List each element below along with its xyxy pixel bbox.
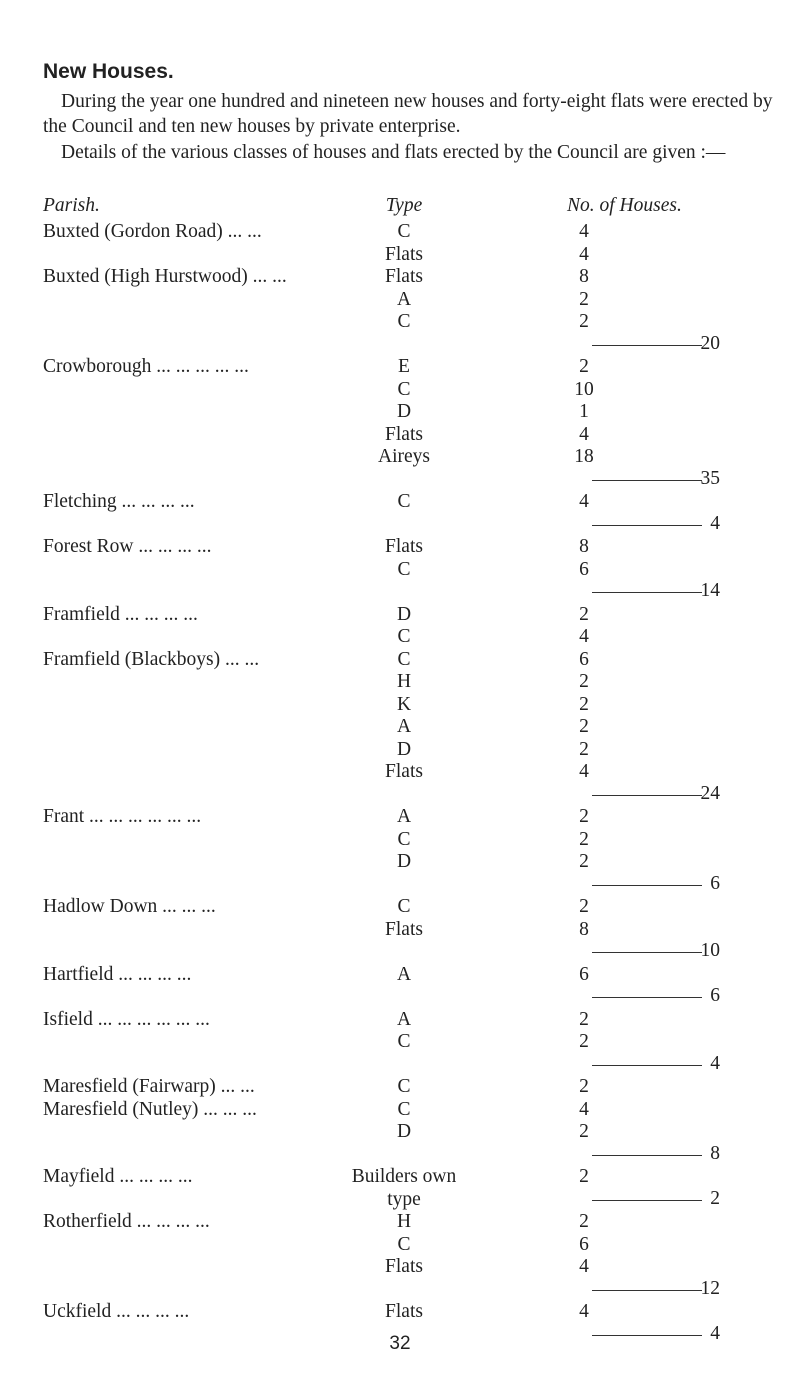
table-row (0, 1166, 800, 1188)
house-count: 2 (579, 288, 589, 310)
house-type: Flats (385, 243, 423, 265)
house-count: 8 (579, 266, 589, 287)
table-row (0, 446, 800, 468)
table-row (0, 536, 800, 558)
house-type: C (397, 1233, 411, 1255)
subtotal-rule (592, 1155, 702, 1156)
house-count: 2 (579, 738, 589, 760)
subtotal-value: 10 (700, 940, 720, 961)
subtotal-rule (592, 1290, 702, 1291)
parish-name: Framfield ... ... ... ... (43, 603, 198, 625)
house-type: Flats (385, 266, 423, 287)
house-type: C (397, 626, 411, 647)
house-type: D (396, 603, 412, 625)
table-row (0, 626, 800, 648)
page-title: New Houses. (43, 60, 174, 83)
house-type: Flats (385, 1301, 423, 1322)
subtotal-rule (592, 1335, 702, 1336)
subtotal-value: 4 (710, 512, 720, 534)
house-count: 4 (579, 761, 589, 782)
table-row (0, 379, 800, 401)
house-type: Builders own (351, 1166, 457, 1187)
parish-name: Hadlow Down ... ... ... (43, 896, 216, 917)
column-header-type: Type (385, 195, 423, 216)
subtotal-rule (592, 1200, 702, 1201)
subtotal-value: 4 (710, 1322, 720, 1344)
house-count: 2 (579, 896, 589, 917)
house-count: 10 (574, 378, 594, 400)
parish-name: Uckfield ... ... ... ... (43, 1301, 190, 1322)
house-count: 2 (579, 671, 589, 692)
table-row (0, 896, 800, 918)
table-row (0, 559, 800, 581)
table-row (0, 964, 800, 986)
parish-name: Isfield ... ... ... ... ... ... (43, 1008, 210, 1030)
house-type: K (396, 693, 412, 715)
table-row (0, 806, 800, 828)
subtotal-value: 2 (710, 1187, 720, 1209)
page-number: 32 (389, 1333, 411, 1354)
house-count: 2 (579, 716, 589, 737)
table-row (0, 311, 800, 333)
table-row (0, 221, 800, 243)
subtotal-value: 14 (700, 580, 720, 601)
intro-paragraph: During the year one hundred and nineteen new houses and forty-eight flats were erected by the Council and ten new houses by private enterprise. (43, 91, 773, 137)
house-count: 8 (579, 536, 589, 557)
subtotal-rule (592, 1065, 702, 1066)
house-type: A (396, 1008, 412, 1030)
house-type: C (397, 828, 411, 850)
house-count: 4 (579, 1256, 589, 1277)
house-count: 4 (579, 1301, 589, 1322)
house-type: D (396, 851, 412, 872)
table-row (0, 1301, 800, 1323)
house-count: 2 (579, 693, 589, 715)
parish-name: Forest Row ... ... ... ... (43, 536, 212, 557)
house-type: C (397, 1031, 411, 1052)
house-type: E (398, 356, 410, 377)
subtotal-value: 8 (710, 1142, 720, 1164)
house-type: C (397, 378, 411, 400)
house-count: 4 (579, 243, 589, 265)
table-row (0, 1121, 800, 1143)
house-count: 2 (579, 806, 589, 827)
house-count: 4 (579, 423, 589, 445)
house-count: 2 (579, 356, 589, 377)
house-type: C (397, 648, 411, 670)
table-row (0, 356, 800, 378)
house-count: 2 (579, 851, 589, 872)
subtotal-rule (592, 795, 702, 796)
house-count: 2 (579, 1121, 589, 1142)
house-type: C (397, 221, 411, 242)
parish-name: Rotherfield ... ... ... ... (43, 1211, 210, 1232)
house-type: Aireys (378, 446, 430, 467)
parish-name: Frant ... ... ... ... ... ... (43, 806, 202, 827)
house-type: Flats (385, 536, 423, 557)
table-row (0, 671, 800, 693)
subtotal-value: 24 (700, 782, 720, 804)
house-count: 2 (579, 1031, 589, 1052)
house-type: C (397, 558, 411, 580)
table-row (0, 739, 800, 761)
column-header-parish: Parish. (43, 195, 100, 216)
house-count: 2 (579, 1166, 589, 1187)
parish-name: Buxted (High Hurstwood) ... ... (43, 266, 287, 287)
house-type: Flats (385, 1256, 423, 1277)
house-type: Flats (385, 918, 423, 940)
parish-name: Hartfield ... ... ... ... (43, 963, 192, 985)
house-type: C (397, 491, 411, 512)
parish-name: Mayfield ... ... ... ... (43, 1166, 193, 1187)
table-row (0, 1031, 800, 1053)
house-count: 2 (579, 828, 589, 850)
subtotal-rule (592, 345, 702, 346)
subtotal-rule (592, 997, 702, 998)
subtotal-rule (592, 952, 702, 953)
house-type: D (396, 738, 412, 760)
parish-name: Framfield (Blackboys) ... ... (43, 648, 260, 670)
house-type: C (397, 896, 411, 917)
parish-name: Buxted (Gordon Road) ... ... (43, 221, 262, 242)
parish-name: Maresfield (Fairwarp) ... ... (43, 1076, 255, 1097)
house-type: A (396, 806, 412, 827)
parish-name: Fletching ... ... ... ... (43, 491, 195, 512)
house-type: D (396, 1121, 412, 1142)
table-row (0, 1076, 800, 1098)
table-row (0, 604, 800, 626)
subtotal-value: 20 (700, 332, 720, 354)
house-count: 2 (579, 1211, 589, 1232)
table-row (0, 289, 800, 311)
table-row (0, 1009, 800, 1031)
house-count: 1 (579, 401, 589, 422)
house-type: A (396, 288, 412, 310)
table-row (0, 919, 800, 941)
table-row (0, 761, 800, 783)
subtotal-value: 35 (700, 467, 720, 489)
table-row (0, 1211, 800, 1233)
house-type: type (387, 1188, 421, 1210)
subtotal-value: 4 (710, 1052, 720, 1074)
house-count: 8 (579, 918, 589, 940)
house-count: 6 (579, 648, 589, 670)
house-count: 4 (579, 221, 589, 242)
subtotal-value: 12 (700, 1277, 720, 1299)
table-row (0, 401, 800, 423)
table-row (0, 491, 800, 513)
table-row (0, 244, 800, 266)
subtotal-rule (592, 480, 702, 481)
house-count: 2 (579, 603, 589, 625)
subtotal-rule (592, 885, 702, 886)
house-count: 4 (579, 1098, 589, 1120)
house-type: Flats (385, 761, 423, 782)
column-header-number: No. of Houses. (567, 195, 682, 216)
table-row (0, 694, 800, 716)
subtotal-value: 6 (710, 872, 720, 894)
subtotal-rule (592, 525, 702, 526)
house-type: H (396, 1211, 412, 1232)
table-row (0, 851, 800, 873)
house-count: 2 (579, 311, 589, 332)
table-row (0, 1256, 800, 1278)
subtotal-rule (592, 592, 702, 593)
house-count: 4 (579, 491, 589, 512)
parish-name: Maresfield (Nutley) ... ... ... (43, 1098, 257, 1120)
house-count: 18 (574, 446, 594, 467)
house-count: 2 (579, 1008, 589, 1030)
table-row (0, 1234, 800, 1256)
house-type: A (396, 963, 412, 985)
house-count: 6 (579, 1233, 589, 1255)
table-row (0, 424, 800, 446)
table-row (0, 649, 800, 671)
details-paragraph: Details of the various classes of houses and flats erected by the Council are given :— (61, 142, 726, 163)
house-type: C (397, 1076, 411, 1097)
table-row (0, 716, 800, 738)
house-type: C (397, 311, 411, 332)
house-type: C (397, 1098, 411, 1120)
subtotal-value: 6 (710, 985, 720, 1006)
house-type: H (396, 671, 412, 692)
table-row (0, 1099, 800, 1121)
house-type: D (396, 401, 412, 422)
house-count: 6 (579, 963, 589, 985)
house-type: A (396, 716, 412, 737)
house-count: 6 (579, 558, 589, 580)
house-count: 4 (579, 626, 589, 647)
table-row (0, 829, 800, 851)
table-row (0, 266, 800, 288)
house-count: 2 (579, 1076, 589, 1097)
house-type: Flats (385, 423, 423, 445)
parish-name: Crowborough ... ... ... ... ... (43, 356, 249, 377)
